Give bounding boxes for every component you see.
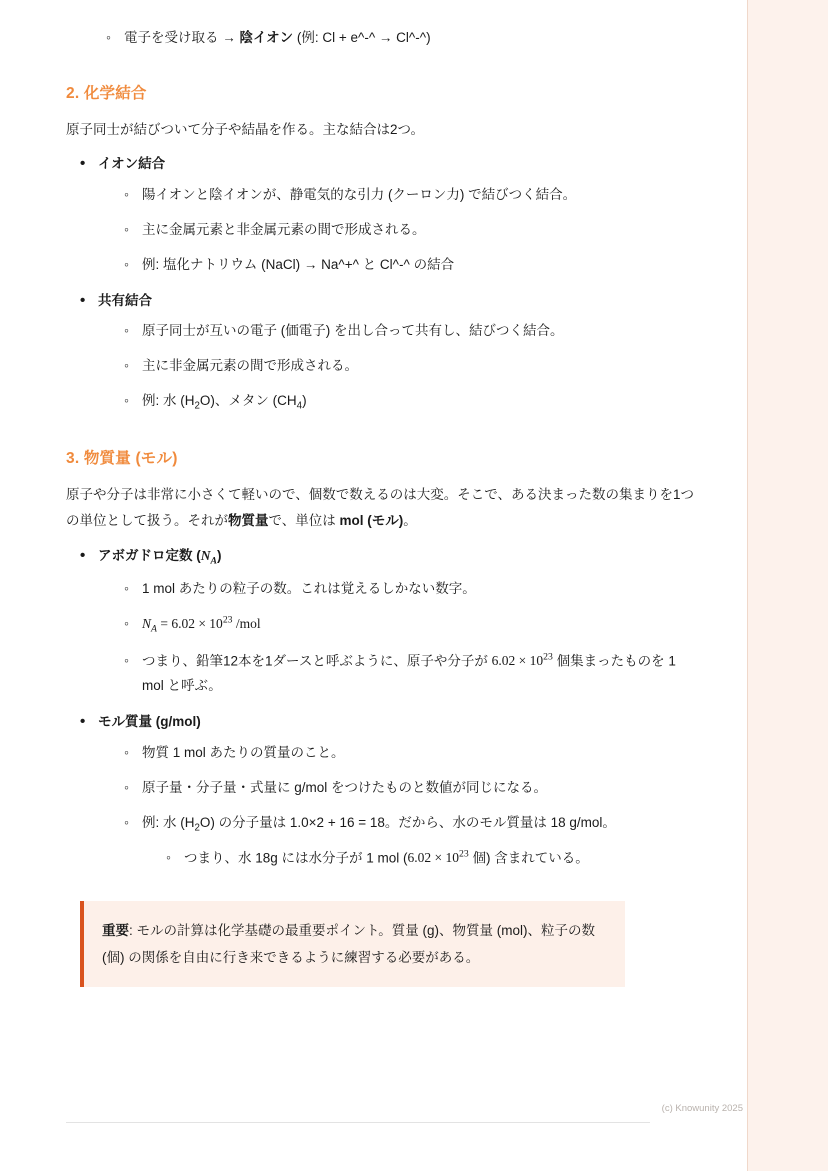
inline-number: $6.02 \times 10^{23}$ <box>407 848 469 866</box>
intro-part2: で、単位は <box>268 513 340 529</box>
list-item <box>80 288 698 416</box>
sub-item-text: 物質 1 mol あたりの質量のこと。 <box>142 745 345 761</box>
list-item <box>124 776 698 801</box>
bullet-label-avogadro <box>98 547 222 567</box>
sub-item-text: 主に非金属元素の間で形成される。 <box>142 358 358 374</box>
list-item <box>106 26 698 51</box>
sublist <box>98 577 698 700</box>
sub-item-text: 原子量・分子量・式量に g/mol をつけたものと数値が同じになる。 <box>142 780 548 795</box>
list-item <box>124 183 698 208</box>
subscript: 2 <box>194 401 200 413</box>
top-item-bold: 陰イオン <box>239 30 294 45</box>
inline-number: $6.02 \times 10^{23}$ <box>491 651 553 669</box>
section-2-intro: 原子同士が結びついて分子や結晶を作る。主な結合は2つ。 <box>66 121 424 137</box>
label-suffix: ) <box>216 547 222 563</box>
section-heading-3: 3. 物質量 (モル) <box>66 450 178 468</box>
list-item <box>124 354 698 379</box>
bullet-label: 共有結合 <box>98 292 152 308</box>
top-item-prefix: 電子を受け取る → <box>124 30 240 45</box>
list-item: ◦ つまり、鉛筆12本を1ダースと呼ぶように、原子や分子が $6.02 \times 10^{23}$ 個集まったものを 1 mol と呼ぶ。 <box>124 649 698 699</box>
continued-list <box>66 26 698 51</box>
callout-label: 重要 <box>102 923 129 939</box>
list-item <box>124 218 698 243</box>
sub-item-text: 原子同士が互いの電子 (価電子) を出し合って共有し、結びつく結合。 <box>142 323 564 339</box>
sub-item-text: 1 mol あたりの粒子の数。これは覚えるしかない数字。 <box>142 580 476 596</box>
list-item <box>124 741 698 766</box>
sublist <box>98 741 698 871</box>
footer-copyright: (c) Knowunity 2025 <box>661 1103 743 1114</box>
list-item: ◦ 例: 水 $(H_2O)$、メタン $(CH_4)$ <box>124 389 698 416</box>
list-item <box>124 577 698 602</box>
list-item: ◦ 例: 水 $(H_2O)$ の分子量は 1.0×2 + 16 = 18。だから、水のモル質量は 18 g/mol。 ◦ つまり、水 18g には水分子が 1 mol ($6.02 \times 10^{23}$ 個) 含まれている。 <box>124 811 698 871</box>
list-item <box>80 709 698 871</box>
sub-item-text: 陽イオンと陰イオンが、静電気的な引力 (クーロン力) で結びつく結合。 <box>142 186 577 202</box>
section-3-intro <box>66 482 698 535</box>
important-callout <box>80 901 625 987</box>
list-item: ◦ つまり、水 18g には水分子が 1 mol ($6.02 \times 10^{23}$ 個) 含まれている。 <box>166 846 698 871</box>
bullet-label-molar-mass: モル質量 (g/mol) <box>98 714 201 730</box>
list-item <box>124 612 698 639</box>
intro-part3: 。 <box>403 513 417 529</box>
sublist-level3 <box>142 846 698 871</box>
section-heading-2: 2. 化学結合 <box>66 84 147 102</box>
intro-part1: 原子や分子は非常に小さくて軽いので、個数で数えるのは大変。そこで、ある決まった数の集まりを1つの単位として扱う。それが <box>66 487 694 529</box>
sub-item-text: 主に金属元素と非金属元素の間で形成される。 <box>142 221 426 237</box>
symbol-N: N <box>200 547 211 563</box>
sub-item-text: 例: 塩化ナトリウム (NaCl) → Na^+^ と Cl^-^ の結合 <box>142 256 455 272</box>
list-item <box>124 319 698 344</box>
section-2-bullets <box>66 151 698 416</box>
subscript: 2 <box>194 822 200 834</box>
label-prefix: アボガドロ定数 ( <box>98 547 201 563</box>
list-item <box>124 253 698 278</box>
symbol-subscript: A <box>210 555 217 567</box>
sublist <box>98 319 698 416</box>
footer-divider <box>66 1122 650 1123</box>
list-item <box>80 151 698 278</box>
sublist <box>98 183 698 278</box>
bullet-label: イオン結合 <box>98 156 166 172</box>
top-item-suffix: (例: Cl + e^-^ → Cl^-^) <box>293 30 431 45</box>
callout-text: : モルの計算は化学基礎の最重要ポイント。質量 (g)、物質量 (mol)、粒子の数 (個) の関係を自由に行き来できるように練習する必要がある。 <box>102 923 596 966</box>
list-item <box>80 543 698 700</box>
intro-bold1: 物質量 <box>228 513 269 529</box>
intro-bold2: mol (モル) <box>339 513 404 529</box>
subscript: 4 <box>296 401 303 413</box>
formula-avogadro: $N_A = 6.02 \times 10^{23}$ /mol <box>142 614 261 635</box>
section-3-bullets <box>66 543 698 871</box>
